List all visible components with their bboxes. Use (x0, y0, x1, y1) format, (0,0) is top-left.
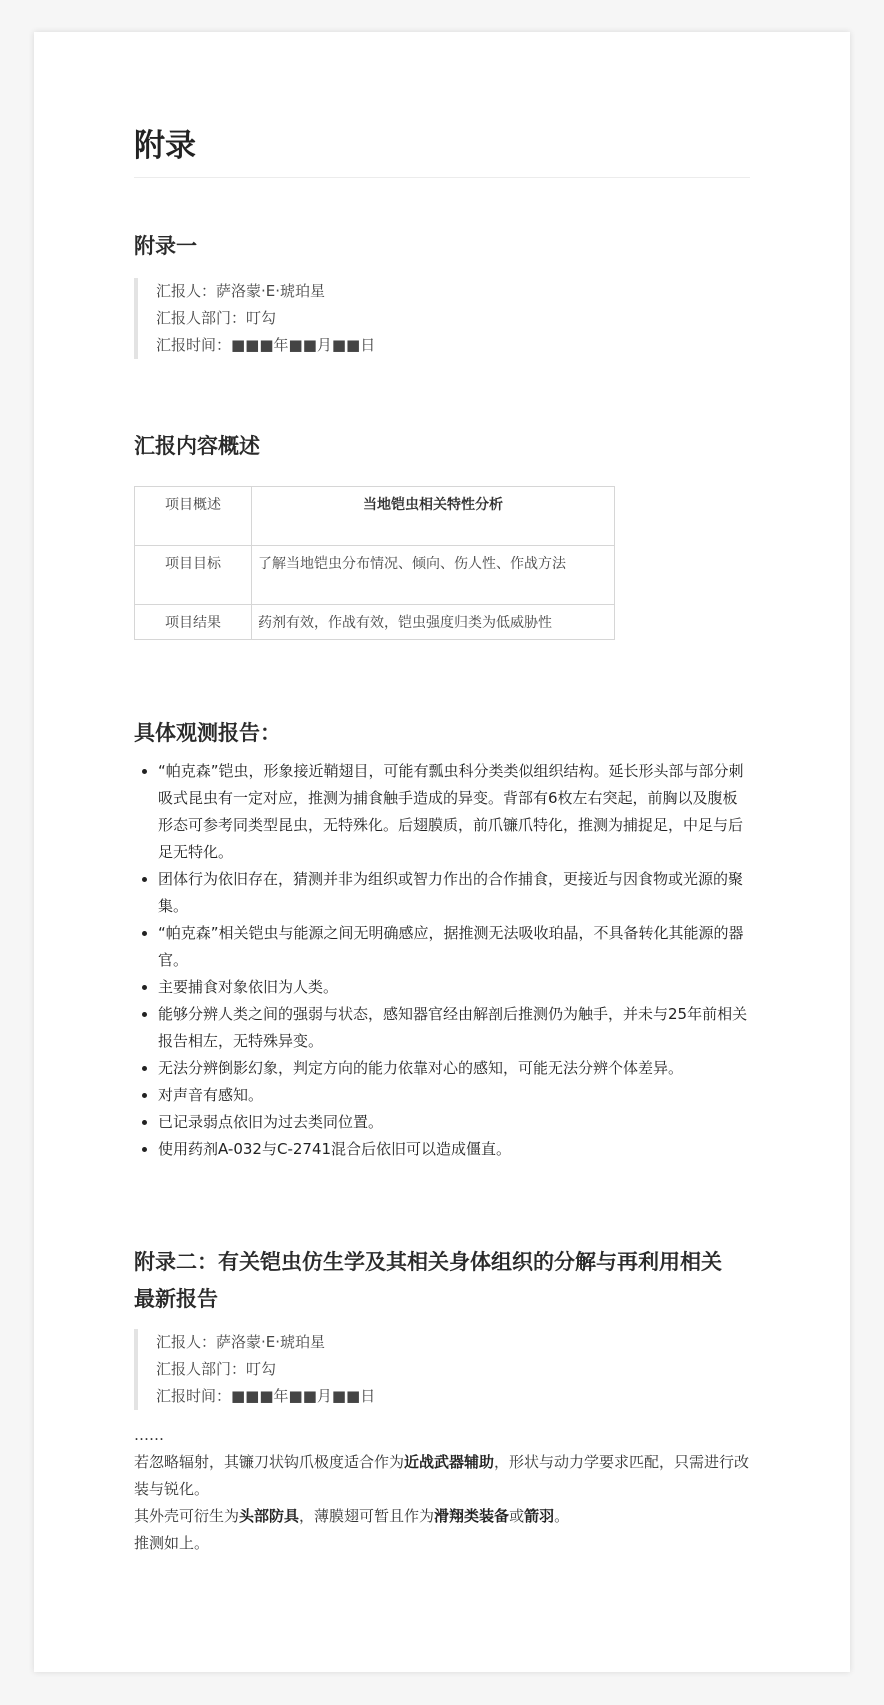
text: 或 (509, 1507, 525, 1525)
table-row (135, 487, 615, 546)
list-item: • “帕克森”相关铠虫与能源之间无明确感应，据推测无法吸收珀晶，不具备转化其能源的器官。 (158, 920, 750, 974)
paragraph (134, 1503, 750, 1530)
text: 若忽略辐射，其镰刀状钩爪极度适合作为 (134, 1453, 405, 1471)
appendix2-heading (134, 1244, 750, 1318)
report-heading: 具体观测报告： (134, 721, 281, 745)
list-item: • 对声音有感知。 (158, 1082, 750, 1109)
list-item: • 主要捕食对象依旧为人类。 (158, 974, 750, 1001)
appendix1-heading: 附录一 (134, 234, 197, 258)
list-item: • 团体行为依旧存在，猜测并非为组织或智力作出的合作捕食，更接近与因食物或光源的聚集。 (158, 866, 750, 920)
reporter: 汇报人：萨洛蒙·E·琥珀星 (156, 282, 326, 300)
appendix2-meta (134, 1329, 375, 1410)
appendix2-body (134, 1422, 750, 1557)
list-item: • “帕克森”铠虫，形象接近鞘翅目，可能有瓢虫科分类类似组织结构。延长形头部与部分刺吸式昆虫有一定对应，推测为捕食触手造成的异变。背部有6枚左右突起，前胸以及腹板形态可参考同类型昆虫，无特殊化。后翅膜质，前爪镰爪特化，推测为捕捉足，中足与后足无特化。 (158, 758, 750, 866)
appendix1-meta (134, 278, 375, 359)
paragraph: 推测如上。 (134, 1534, 210, 1552)
table-cell-label: 项目目标 (135, 546, 252, 605)
table-cell-value: 药剂有效，作战有效，铠虫强度归类为低威胁性 (252, 605, 615, 640)
text: 其外壳可衍生为 (134, 1507, 240, 1525)
table-cell-label: 项目概述 (135, 487, 252, 546)
text: 。 (554, 1507, 570, 1525)
emphasis: 滑翔类装备 (434, 1507, 510, 1525)
reporter-department: 汇报人部门：叮勾 (156, 1360, 277, 1378)
list-item: • 能够分辨人类之间的强弱与状态，感知器官经由解剖后推测仍为触手，并未与25年前相关报告相左，无特殊异变。 (158, 1001, 750, 1055)
table-cell-value: 当地铠虫相关特性分析 (252, 487, 615, 546)
report-time: 汇报时间：■■■年■■月■■日 (156, 336, 376, 354)
emphasis: 头部防具 (239, 1507, 300, 1525)
list-item: • 已记录弱点依旧为过去类同位置。 (158, 1109, 750, 1136)
paragraph (134, 1449, 750, 1503)
title-divider (134, 177, 750, 178)
emphasis: 箭羽 (524, 1507, 555, 1525)
table-cell-value: 了解当地铠虫分布情况、倾向、伤人性、作战方法 (252, 546, 615, 605)
text: ，形状与动力学要求匹配，只需进行改装与锐化。 (134, 1453, 750, 1498)
overview-table (134, 486, 615, 640)
appendix2-heading-line2: 最新报告 (134, 1287, 218, 1311)
emphasis: 近战武器辅助 (404, 1453, 495, 1471)
text: ，薄膜翅可暂且作为 (299, 1507, 435, 1525)
page-title: 附录 (134, 128, 196, 164)
report-time: 汇报时间：■■■年■■月■■日 (156, 1387, 376, 1405)
table-cell-label: 项目结果 (135, 605, 252, 640)
table-row (135, 605, 615, 640)
list-item: • 使用药剂A-032与C-2741混合后依旧可以造成僵直。 (158, 1136, 750, 1163)
list-item: • 无法分辨倒影幻象，判定方向的能力依靠对心的感知，可能无法分辨个体差异。 (158, 1055, 750, 1082)
observation-list (134, 758, 750, 1163)
document-page (34, 32, 850, 1672)
ellipsis: …… (134, 1426, 164, 1444)
reporter-department: 汇报人部门：叮勾 (156, 309, 277, 327)
appendix2-heading-line1: 附录二：有关铠虫仿生学及其相关身体组织的分解与再利用相关 (134, 1250, 722, 1274)
table-row (135, 546, 615, 605)
overview-heading: 汇报内容概述 (134, 434, 260, 458)
reporter: 汇报人：萨洛蒙·E·琥珀星 (156, 1333, 326, 1351)
